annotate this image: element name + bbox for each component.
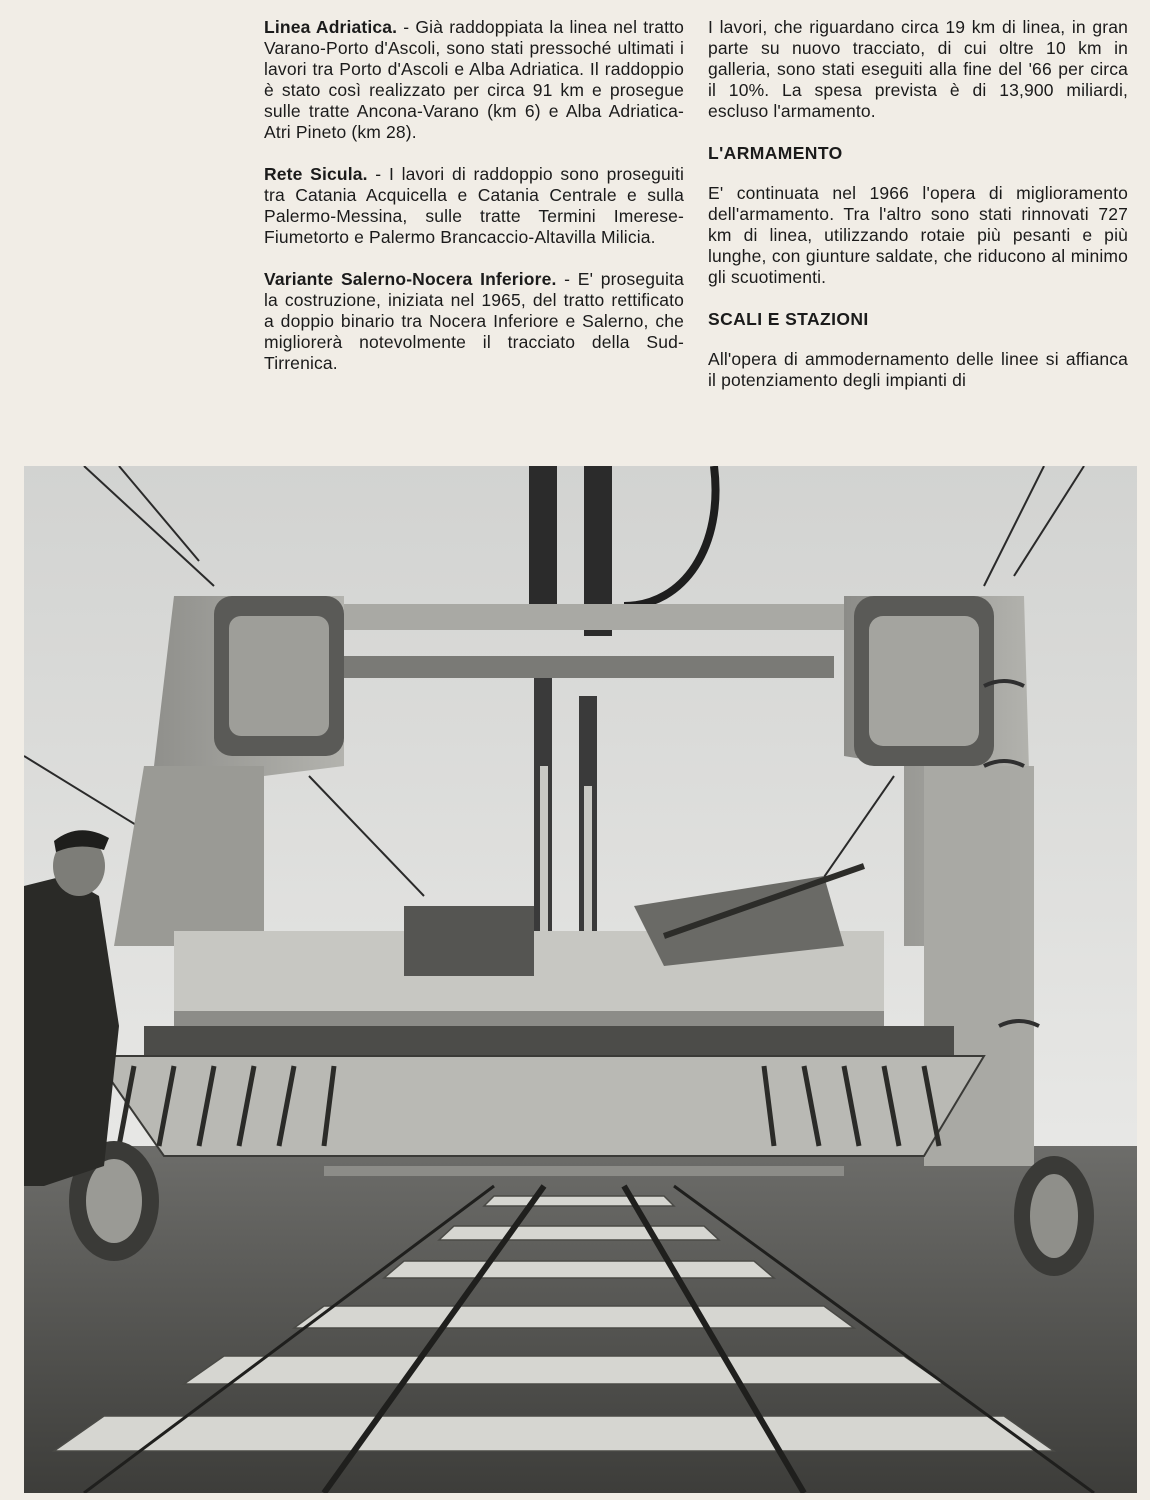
paragraph-variante-salerno: [264, 269, 684, 374]
section-title-scali: SCALI E STAZIONI: [708, 309, 869, 329]
section-title-armamento: L'ARMAMENTO: [708, 143, 843, 163]
paragraph-intro: I lavori, che riguardano circa 19 km di linea, in gran parte su nuovo tracciato, di cui oltre 10 km in galleria, sono stati eseguiti alla fine del '66 per circa il 10%. La spesa prevista è di 13,900 miliardi, escluso l'armamento.: [708, 17, 1128, 121]
paragraph-scali: All'opera di ammodernamento delle linee si affianca il potenziamento degli impianti di: [708, 349, 1128, 390]
paragraph-body: - E' proseguita la costruzione, iniziata nel 1965, del tratto rettificato a doppio binario tra Nocera Inferiore e Salerno, che migliorerà notevolmente il tracciato della Sud-Tirrenica.: [264, 269, 684, 373]
paragraph-linea-adriatica: [264, 17, 684, 143]
photo-illustration: [24, 466, 1137, 1493]
paragraph-heading: Linea Adriatica.: [264, 17, 398, 37]
paragraph-heading: Rete Sicula.: [264, 164, 368, 184]
paragraph-heading: Variante Salerno-Nocera Inferiore.: [264, 269, 557, 289]
paragraph-body: - Già raddoppiata la linea nel tratto Varano-Porto d'Ascoli, sono stati pressoché ultimati i lavori tra Porto d'Ascoli e Alba Adriatica. Il raddoppio è stato così realizzato per circa 91 km e prosegue sulle tratte Ancona-Varano (km 6) e Alba Adriatica-Atri Pineto (km 28).: [264, 17, 684, 142]
bleed-through-shadow: [40, 112, 270, 238]
paragraph-armamento: E' continuata nel 1966 l'opera di miglioramento dell'armamento. Tra l'altro sono stati rinnovati 727 km di linea, utilizzando rotaie più pesanti e più lunghe, con giunture saldate, che riducono al minimo gli scuotimenti.: [708, 183, 1128, 287]
paragraph-body: - I lavori di raddoppio sono proseguiti tra Catania Acquicella e Catania Centrale e sulla Palermo-Messina, sulle tratte Termini Imerese-Fiumetorto e Palermo Brancaccio-Altavilla Milicia.: [264, 164, 684, 247]
track-laying-machine-photo: [24, 466, 1137, 1493]
left-text-column: [264, 17, 684, 395]
right-text-column: [708, 17, 1128, 412]
paragraph-rete-sicula: [264, 164, 684, 248]
